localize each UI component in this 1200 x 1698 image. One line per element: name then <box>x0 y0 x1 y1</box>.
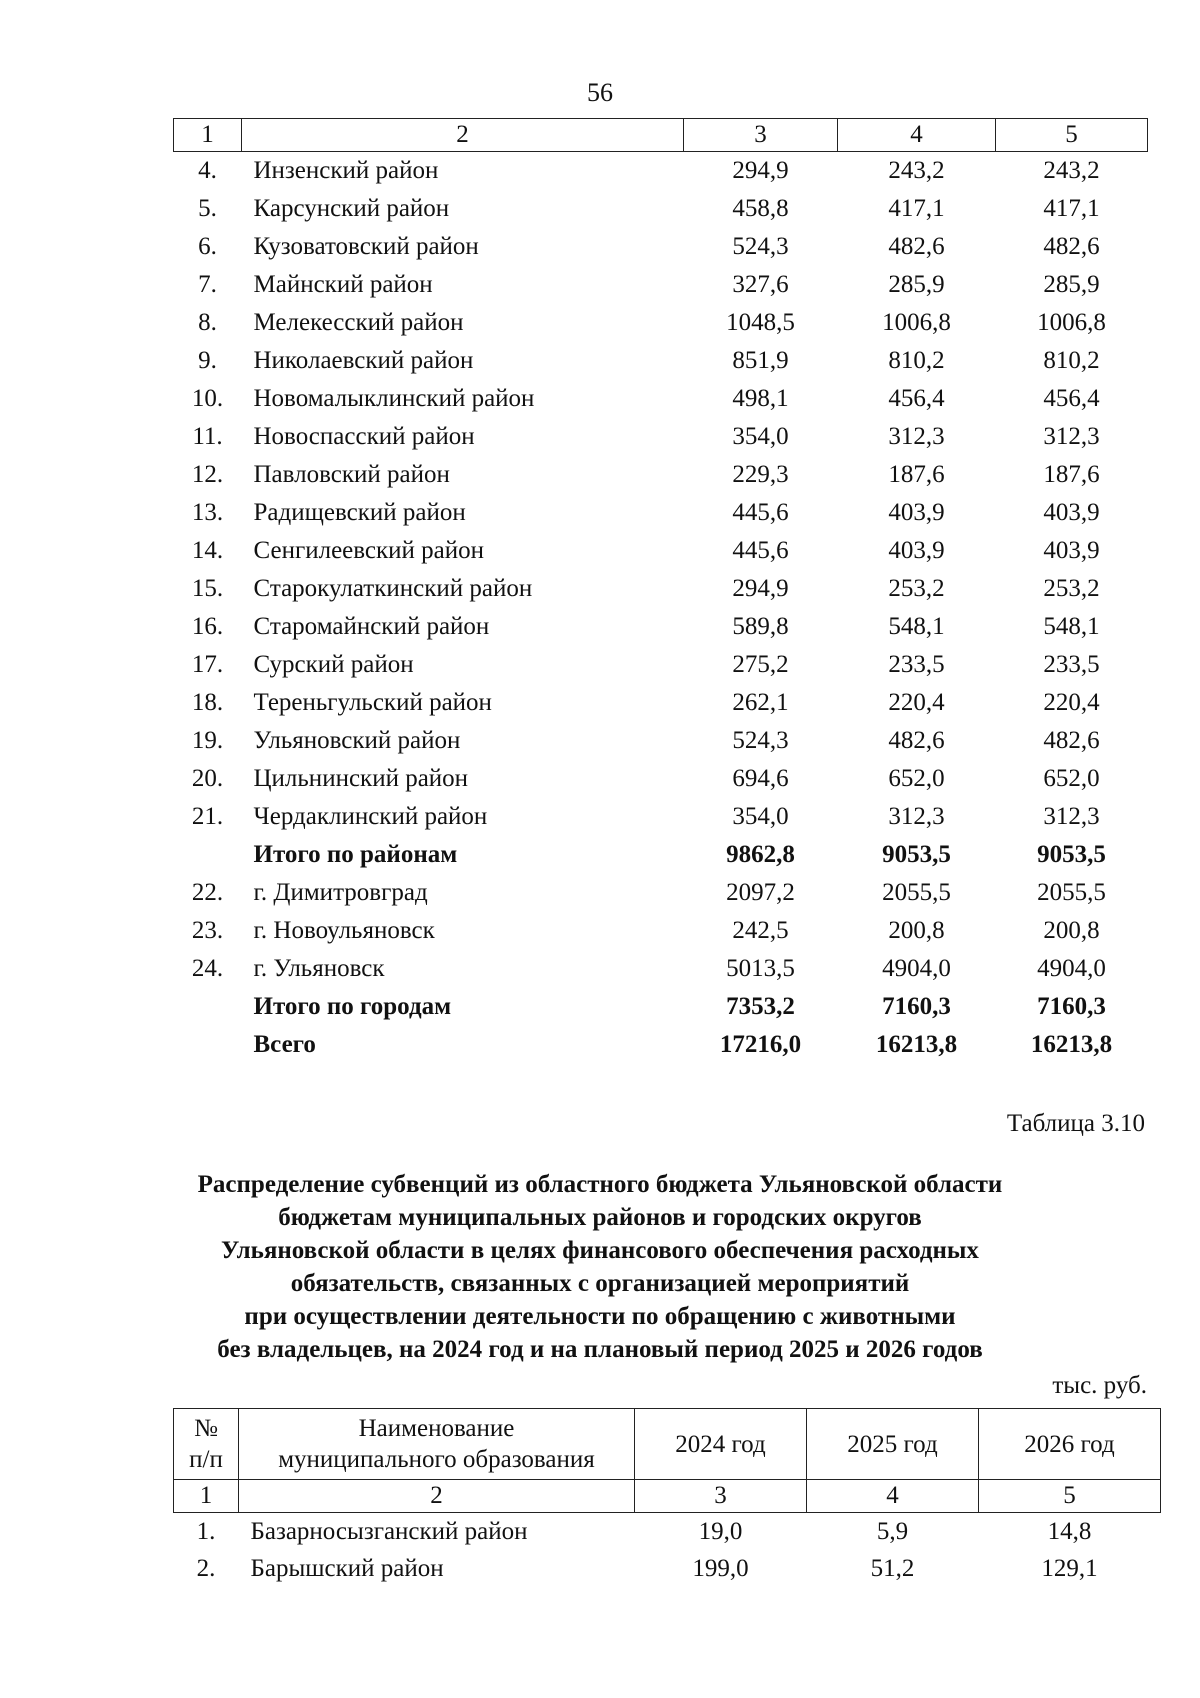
row-number: 23. <box>191 917 224 944</box>
table-row <box>174 380 1148 418</box>
value-col-4: 4904,0 <box>882 955 951 982</box>
header-number <box>174 1409 239 1480</box>
value-col-3: 445,6 <box>732 537 789 564</box>
value-col-5: 1006,8 <box>1037 309 1106 336</box>
row-number: 12. <box>191 461 224 488</box>
value-col-4: 1006,8 <box>882 309 951 336</box>
col-number-3: 3 <box>635 1480 807 1513</box>
value-col-3: 294,9 <box>732 575 789 602</box>
row-number: 18. <box>191 689 224 716</box>
municipality-name: Старокулаткинский район <box>253 575 533 602</box>
row-number: 10. <box>191 385 224 412</box>
row-number: 4. <box>198 157 217 184</box>
municipality-name: Базарносызганский район <box>250 1518 528 1545</box>
value-col-4: 200,8 <box>888 917 945 944</box>
table-row <box>174 950 1148 988</box>
value-col-5: 2055,5 <box>1037 879 1106 906</box>
municipality-name: Итого по районам <box>253 841 458 868</box>
value-col-5: 187,6 <box>1043 461 1100 488</box>
col-number-4: 4 <box>838 119 996 152</box>
municipality-name: г. Новоульяновск <box>253 917 435 944</box>
table-title-line: при осуществлении деятельности по обращению с животными <box>244 1303 956 1330</box>
value-col-5: 220,4 <box>1043 689 1100 716</box>
table-row <box>174 494 1148 532</box>
value-col-3: 275,2 <box>732 651 789 678</box>
row-number: 11. <box>192 423 223 450</box>
row-number: 1. <box>196 1518 216 1545</box>
value-col-4: 9053,5 <box>882 841 951 868</box>
table-row <box>174 646 1148 684</box>
municipality-name: Тереньгульский район <box>253 689 492 716</box>
municipality-name: Карсунский район <box>253 195 450 222</box>
total-row <box>174 836 1148 874</box>
value-col-5: 403,9 <box>1043 499 1100 526</box>
row-number <box>174 988 242 1026</box>
value-col-5: 200,8 <box>1043 917 1100 944</box>
row-number: 6. <box>198 233 217 260</box>
col-number-5: 5 <box>996 119 1148 152</box>
value-col-4: 5,9 <box>876 1518 909 1545</box>
col-number-4: 4 <box>807 1480 979 1513</box>
table-row <box>174 1513 1161 1551</box>
table-row <box>174 912 1148 950</box>
value-col-4: 285,9 <box>888 271 945 298</box>
row-number: 9. <box>198 347 217 374</box>
value-col-5: 129,1 <box>1041 1555 1098 1582</box>
value-col-3: 1048,5 <box>726 309 795 336</box>
value-col-4: 652,0 <box>888 765 945 792</box>
value-col-4: 548,1 <box>888 613 945 640</box>
row-number <box>174 836 242 874</box>
row-number: 8. <box>198 309 217 336</box>
value-col-3: 354,0 <box>732 423 789 450</box>
table-row <box>174 152 1148 191</box>
table-row <box>174 798 1148 836</box>
value-col-3: 327,6 <box>732 271 789 298</box>
value-col-5: 16213,8 <box>1030 1031 1113 1058</box>
value-col-3: 524,3 <box>732 727 789 754</box>
col-number-3: 3 <box>684 119 838 152</box>
value-col-4: 220,4 <box>888 689 945 716</box>
units-label: тыс. руб. <box>1052 1372 1147 1399</box>
value-col-5: 9053,5 <box>1037 841 1106 868</box>
row-number: 5. <box>198 195 217 222</box>
table-row <box>174 570 1148 608</box>
municipality-name: Сенгилеевский район <box>253 537 485 564</box>
value-col-4: 312,3 <box>888 423 945 450</box>
table-row <box>174 228 1148 266</box>
municipality-name: Павловский район <box>253 461 450 488</box>
value-col-5: 7160,3 <box>1037 993 1106 1020</box>
row-number: 21. <box>191 803 224 830</box>
value-col-3: 5013,5 <box>726 955 795 982</box>
col-number-2: 2 <box>242 119 684 152</box>
table-row <box>174 684 1148 722</box>
value-col-3: 294,9 <box>732 157 789 184</box>
value-col-5: 4904,0 <box>1037 955 1106 982</box>
value-col-4: 417,1 <box>888 195 945 222</box>
value-col-5: 456,4 <box>1043 385 1100 412</box>
municipality-name: Радищевский район <box>253 499 466 526</box>
value-col-3: 17216,0 <box>719 1031 802 1058</box>
value-col-4: 51,2 <box>870 1555 915 1582</box>
value-col-5: 482,6 <box>1043 233 1100 260</box>
value-col-5: 312,3 <box>1043 423 1100 450</box>
municipality-name: Кузоватовский район <box>253 233 479 260</box>
col-number-1: 1 <box>174 1480 239 1513</box>
municipality-name: Чердаклинский район <box>253 803 488 830</box>
value-col-3: 262,1 <box>732 689 789 716</box>
col-number-2: 2 <box>239 1480 635 1513</box>
value-col-5: 312,3 <box>1043 803 1100 830</box>
value-col-3: 19,0 <box>698 1518 743 1545</box>
table-row <box>174 304 1148 342</box>
value-col-3: 9862,8 <box>726 841 795 868</box>
value-col-4: 403,9 <box>888 537 945 564</box>
table-title-line: обязательств, связанных с организацией мероприятий <box>290 1270 910 1297</box>
row-number: 13. <box>191 499 224 526</box>
table-title <box>150 1168 1050 1366</box>
header-name-line1: Наименование <box>358 1415 515 1442</box>
row-number: 15. <box>191 575 224 602</box>
value-col-4: 243,2 <box>888 157 945 184</box>
value-col-4: 456,4 <box>888 385 945 412</box>
value-col-4: 2055,5 <box>882 879 951 906</box>
value-col-5: 417,1 <box>1043 195 1100 222</box>
value-col-3: 498,1 <box>732 385 789 412</box>
table-title-line: Распределение субвенций из областного бюджета Ульяновской области <box>197 1171 1003 1198</box>
header-row <box>174 1409 1161 1480</box>
value-col-3: 694,6 <box>732 765 789 792</box>
municipality-name: г. Димитровград <box>253 879 428 906</box>
column-number-row <box>174 119 1148 152</box>
row-number: 16. <box>191 613 224 640</box>
municipality-name: Всего <box>253 1031 316 1058</box>
municipality-name: Цильнинский район <box>253 765 469 792</box>
row-number <box>174 1026 242 1064</box>
value-col-5: 253,2 <box>1043 575 1100 602</box>
value-col-3: 589,8 <box>732 613 789 640</box>
municipality-name: Старомайнский район <box>253 613 490 640</box>
header-name-line2: муниципального образования <box>278 1446 595 1473</box>
municipality-name: Барышский район <box>250 1555 444 1582</box>
table-row <box>174 342 1148 380</box>
page-number: 56 <box>587 78 613 107</box>
table-row <box>174 190 1148 228</box>
table-caption: Таблица 3.10 <box>1006 1110 1145 1137</box>
header-number-abbr: п/п <box>189 1446 223 1473</box>
value-col-4: 253,2 <box>888 575 945 602</box>
value-col-4: 482,6 <box>888 233 945 260</box>
row-number: 19. <box>191 727 224 754</box>
value-col-5: 243,2 <box>1043 157 1100 184</box>
row-number: 22. <box>191 879 224 906</box>
table-row <box>174 874 1148 912</box>
col-number-1: 1 <box>174 119 242 152</box>
row-number: 20. <box>191 765 224 792</box>
value-col-4: 482,6 <box>888 727 945 754</box>
row-number: 24. <box>191 955 224 982</box>
table-row <box>174 608 1148 646</box>
value-col-5: 548,1 <box>1043 613 1100 640</box>
col-number-5: 5 <box>979 1480 1161 1513</box>
table-row <box>174 418 1148 456</box>
value-col-3: 851,9 <box>732 347 789 374</box>
municipality-name: Итого по городам <box>253 993 452 1020</box>
header-2026: 2026 год <box>979 1409 1161 1480</box>
municipality-name: г. Ульяновск <box>253 955 385 982</box>
row-number: 2. <box>196 1555 216 1582</box>
row-number: 14. <box>191 537 224 564</box>
value-col-5: 652,0 <box>1043 765 1100 792</box>
municipality-name: Новоспасский район <box>253 423 475 450</box>
table-title-line: без владельцев, на 2024 год и на плановый период 2025 и 2026 годов <box>217 1336 983 1363</box>
municipality-name: Инзенский район <box>253 157 439 184</box>
municipality-name: Николаевский район <box>253 347 474 374</box>
table-row <box>174 532 1148 570</box>
value-col-4: 187,6 <box>888 461 945 488</box>
value-col-5: 14,8 <box>1047 1518 1092 1545</box>
value-col-3: 458,8 <box>732 195 789 222</box>
total-row <box>174 988 1148 1026</box>
row-number: 17. <box>191 651 224 678</box>
value-col-3: 445,6 <box>732 499 789 526</box>
header-2025: 2025 год <box>807 1409 979 1480</box>
value-col-5: 285,9 <box>1043 271 1100 298</box>
table-title-line: Ульяновской области в целях финансового обеспечения расходных <box>221 1237 979 1264</box>
table-animal-subventions <box>173 1408 1161 1587</box>
table-row <box>174 760 1148 798</box>
column-number-row <box>174 1480 1161 1513</box>
value-col-3: 242,5 <box>732 917 789 944</box>
total-row <box>174 1026 1148 1064</box>
header-number-sign: № <box>194 1415 218 1442</box>
municipality-name: Сурский район <box>253 651 414 678</box>
table-row <box>174 722 1148 760</box>
value-col-3: 199,0 <box>692 1555 749 1582</box>
header-2024: 2024 год <box>635 1409 807 1480</box>
value-col-4: 403,9 <box>888 499 945 526</box>
value-col-4: 810,2 <box>888 347 945 374</box>
value-col-5: 233,5 <box>1043 651 1100 678</box>
value-col-3: 2097,2 <box>726 879 795 906</box>
table-row <box>174 266 1148 304</box>
value-col-4: 7160,3 <box>882 993 951 1020</box>
value-col-3: 7353,2 <box>726 993 795 1020</box>
value-col-5: 810,2 <box>1043 347 1100 374</box>
value-col-4: 312,3 <box>888 803 945 830</box>
municipality-name: Мелекесский район <box>253 309 464 336</box>
municipality-name: Ульяновский район <box>253 727 461 754</box>
table-title-line: бюджетам муниципальных районов и городских округов <box>278 1204 922 1231</box>
municipality-name: Новомалыклинский район <box>253 385 535 412</box>
value-col-4: 233,5 <box>888 651 945 678</box>
value-col-4: 16213,8 <box>875 1031 958 1058</box>
value-col-3: 524,3 <box>732 233 789 260</box>
value-col-3: 354,0 <box>732 803 789 830</box>
table-row <box>174 456 1148 494</box>
value-col-3: 229,3 <box>732 461 789 488</box>
municipality-name: Майнский район <box>253 271 433 298</box>
table-row <box>174 1550 1161 1587</box>
row-number: 7. <box>198 271 217 298</box>
value-col-5: 482,6 <box>1043 727 1100 754</box>
table-subventions-continuation <box>173 118 1148 1064</box>
value-col-5: 403,9 <box>1043 537 1100 564</box>
header-name <box>239 1409 635 1480</box>
